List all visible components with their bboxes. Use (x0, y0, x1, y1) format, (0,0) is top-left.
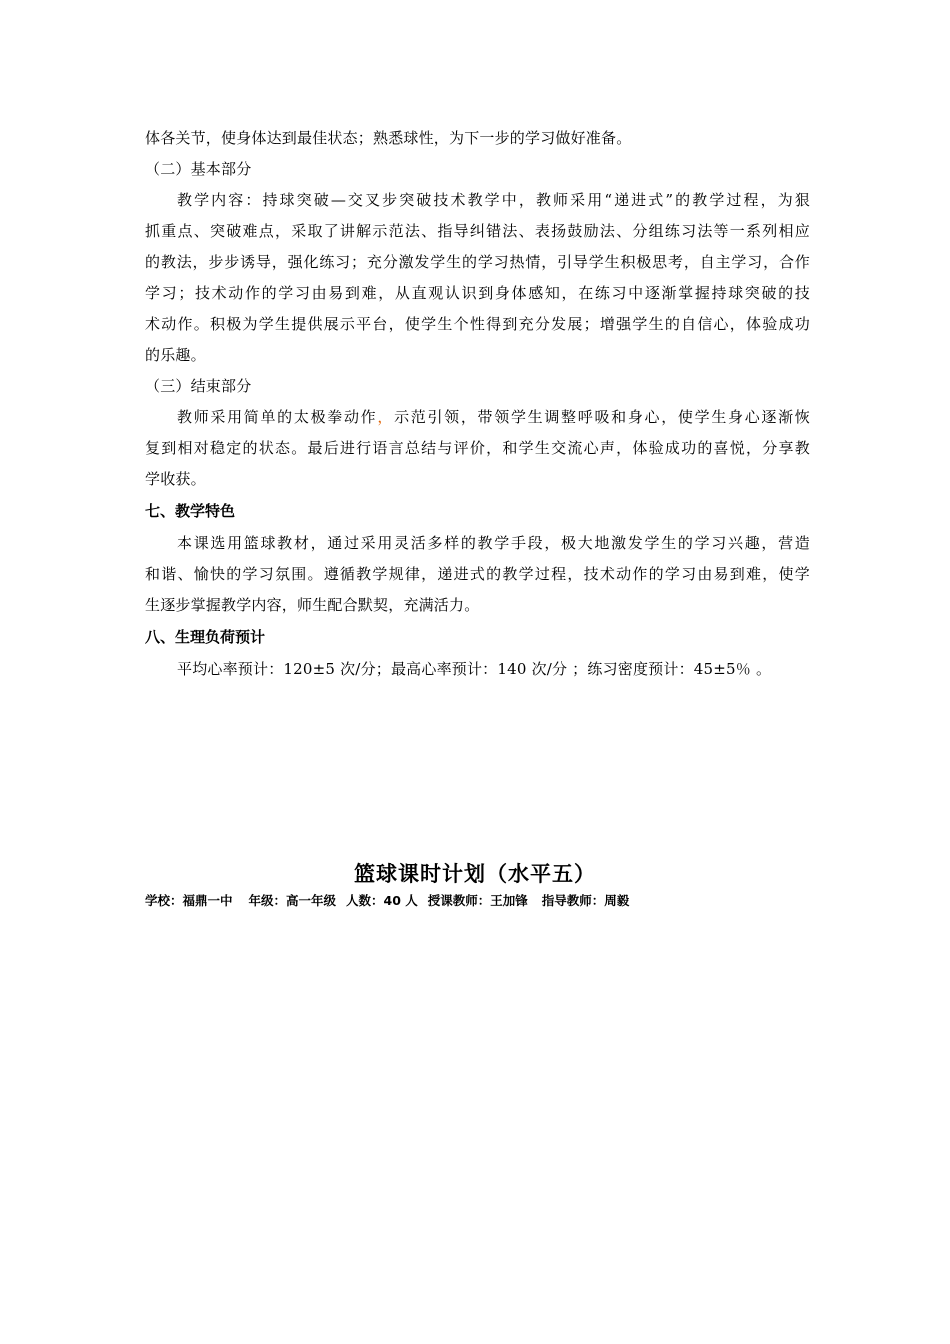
intro-tail-text: 体各关节，使身体达到最佳状态；熟悉球性，为下一步的学习做好准备。 (145, 129, 632, 147)
section3-line: 学收获。 (145, 470, 206, 488)
section7-line: 本课选用篮球教材，通过采用灵活多样的教学手段，极大地激发学生的学习兴趣，营造 (177, 534, 810, 552)
plan-advisor: 指导教师：周毅 (541, 893, 630, 908)
section3-accent-comma: ， (377, 408, 395, 426)
plan-grade: 年级：高一年级 (248, 893, 337, 908)
section2-line: 的乐趣。 (145, 346, 206, 364)
section2-line: 教学内容：持球突破—交叉步突破技术教学中，教师采用“递进式”的教学过程，为狠 (177, 191, 810, 209)
plan-count: 人数：40 人 (346, 893, 418, 908)
section2-line: 的教法，步步诱导，强化练习；充分激发学生的学习热情，引导学生积极思考，自主学习，合作 (145, 253, 810, 271)
section7-line: 和谐、愉快的学习氛围。遵循教学规律，递进式的教学过程，技术动作的学习由易到难，使学 (145, 565, 810, 583)
section2-line: 抓重点、突破难点，采取了讲解示范法、指导纠错法、表扬鼓励法、分组练习法等一系列相应 (145, 222, 810, 240)
document-body (145, 123, 810, 685)
section3-text-a: 教师采用简单的太极拳动作 (177, 408, 378, 426)
heading-teaching-features: 七、教学特色 (145, 502, 236, 520)
section7-line: 生逐步掌握教学内容，师生配合默契，充满活力。 (145, 596, 480, 614)
plan-title-block (0, 858, 950, 890)
section2-line: 术动作。积极为学生提供展示平台，使学生个性得到充分发展；增强学生的自信心，体验成功 (145, 315, 810, 333)
plan-teacher: 授课教师：王加锋 (427, 893, 528, 908)
section3-text-b: 示范引领，带领学生调整呼吸和身心，使学生身心逐渐恢 (394, 408, 810, 426)
plan-title: 篮球课时计划（水平五） (354, 861, 596, 886)
plan-school: 学校：福鼎一中 (145, 893, 233, 908)
section3-title: （三）结束部分 (145, 377, 252, 395)
section8-line: 平均心率预计：120±5 次/分；最高心率预计：140 次/分 ；练习密度预计：45±5％ 。 (177, 660, 772, 678)
heading-physiological-load: 八、生理负荷预计 (145, 628, 266, 646)
section2-title: （二）基本部分 (145, 160, 252, 178)
section3-line: 复到相对稳定的状态。最后进行语言总结与评价，和学生交流心声，体验成功的喜悦，分享教 (145, 439, 810, 457)
section2-line: 学习；技术动作的学习由易到难，从直观认识到身体感知，在练习中逐渐掌握持球突破的技 (145, 284, 810, 302)
plan-info-row (145, 891, 629, 911)
section3-line (145, 402, 810, 433)
